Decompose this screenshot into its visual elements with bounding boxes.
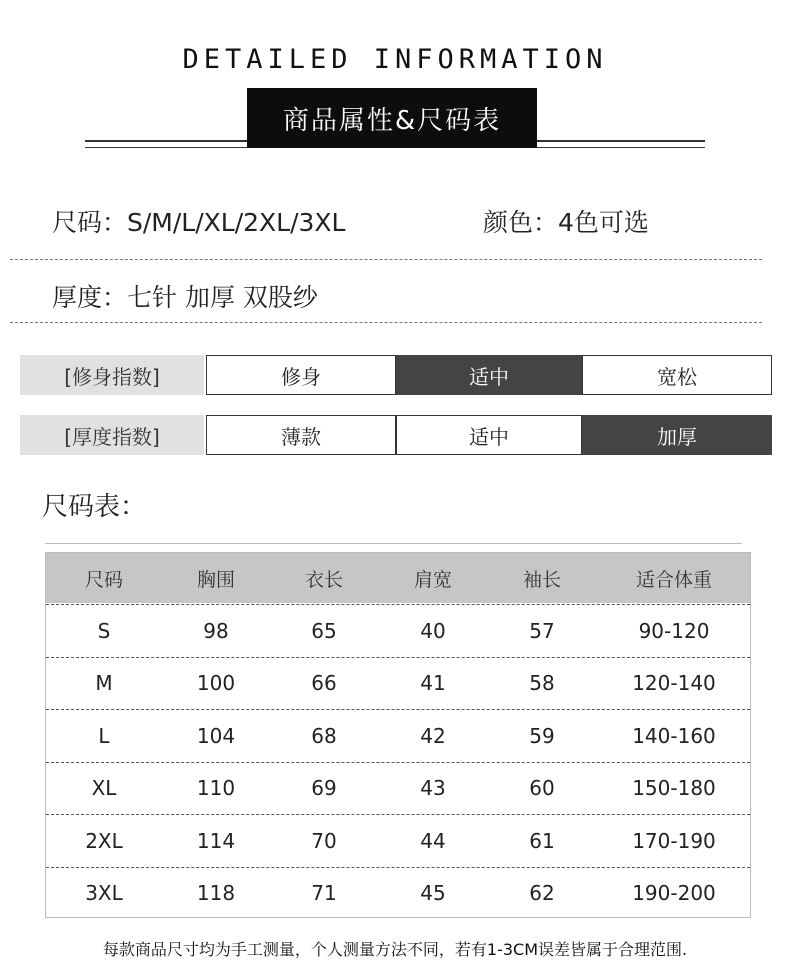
table-cell: 114 — [196, 828, 236, 853]
thickness-spec: 厚度：七针 加厚 双股纱 — [52, 283, 318, 312]
table-cell: 110 — [196, 776, 236, 800]
table-header-cell: 胸围 — [196, 568, 235, 591]
table-cell: 58 — [529, 671, 555, 695]
table-row — [46, 867, 750, 919]
table-cell: 44 — [420, 828, 446, 853]
table-cell: 41 — [420, 671, 446, 695]
table-cell: 140-160 — [632, 723, 716, 748]
table-cell: 60 — [529, 776, 555, 800]
table-cell: 40 — [420, 618, 446, 643]
table-cell: 118 — [196, 881, 236, 905]
table-row — [46, 604, 750, 656]
divider — [10, 259, 762, 260]
table-cell: L — [98, 723, 110, 748]
table-row — [46, 814, 750, 866]
table-cell: 190-200 — [632, 881, 716, 905]
index-label: [厚度指数] — [20, 415, 204, 455]
table-header-cell: 尺码 — [84, 568, 123, 591]
table-cell: S — [97, 618, 111, 643]
table-cell: 90-120 — [638, 618, 710, 643]
index-option: 薄款 — [206, 415, 396, 455]
table-cell: 69 — [311, 776, 337, 800]
table-cell: 71 — [311, 881, 337, 905]
index-option: 加厚 — [582, 415, 772, 455]
table-cell: 98 — [203, 618, 229, 643]
table-row — [46, 709, 750, 761]
table-cell: 57 — [529, 618, 555, 643]
table-cell: 104 — [196, 723, 236, 748]
table-cell: 43 — [420, 776, 446, 800]
table-row — [46, 762, 750, 814]
table-cell: 66 — [311, 671, 337, 695]
table-cell: 3XL — [85, 881, 123, 905]
index-option: 修身 — [206, 355, 396, 395]
divider — [10, 322, 762, 323]
size-spec: 尺码：S/M/L/XL/2XL/3XL — [52, 208, 346, 237]
table-cell: 45 — [420, 881, 446, 905]
index-option: 宽松 — [582, 355, 772, 395]
table-cell: M — [95, 671, 113, 695]
table-cell: 59 — [529, 723, 555, 748]
table-header-cell: 适合体重 — [635, 568, 712, 591]
index-option: 适中 — [396, 355, 582, 395]
table-row — [46, 657, 750, 709]
divider — [45, 543, 742, 544]
page-title-en: DETAILED INFORMATION — [182, 44, 608, 75]
table-cell: XL — [91, 776, 117, 800]
index-label: [修身指数] — [20, 355, 204, 395]
color-spec: 颜色：4色可选 — [483, 208, 649, 237]
table-header-cell: 肩宽 — [413, 568, 452, 591]
table-cell: 65 — [311, 618, 337, 643]
table-cell: 70 — [311, 828, 337, 853]
footnote: 每款商品尺寸均为手工测量，个人测量方法不同，若有1-3CM误差皆属于合理范围. — [102, 940, 688, 959]
table-cell: 42 — [420, 723, 446, 748]
table-header-cell: 衣长 — [304, 568, 343, 591]
table-cell: 120-140 — [632, 671, 716, 695]
table-cell: 68 — [311, 723, 337, 748]
table-cell: 150-180 — [632, 776, 716, 800]
table-cell: 2XL — [85, 828, 123, 853]
table-cell: 62 — [529, 881, 555, 905]
table-header-cell: 袖长 — [522, 568, 561, 591]
table-header — [46, 553, 750, 603]
table-cell: 170-190 — [632, 828, 716, 853]
index-option: 适中 — [396, 415, 582, 455]
table-cell: 61 — [529, 828, 555, 853]
size-table-title: 尺码表： — [42, 492, 147, 522]
section-banner: 商品属性&尺码表 — [247, 88, 537, 148]
size-table — [45, 552, 751, 918]
table-cell: 100 — [196, 671, 236, 695]
